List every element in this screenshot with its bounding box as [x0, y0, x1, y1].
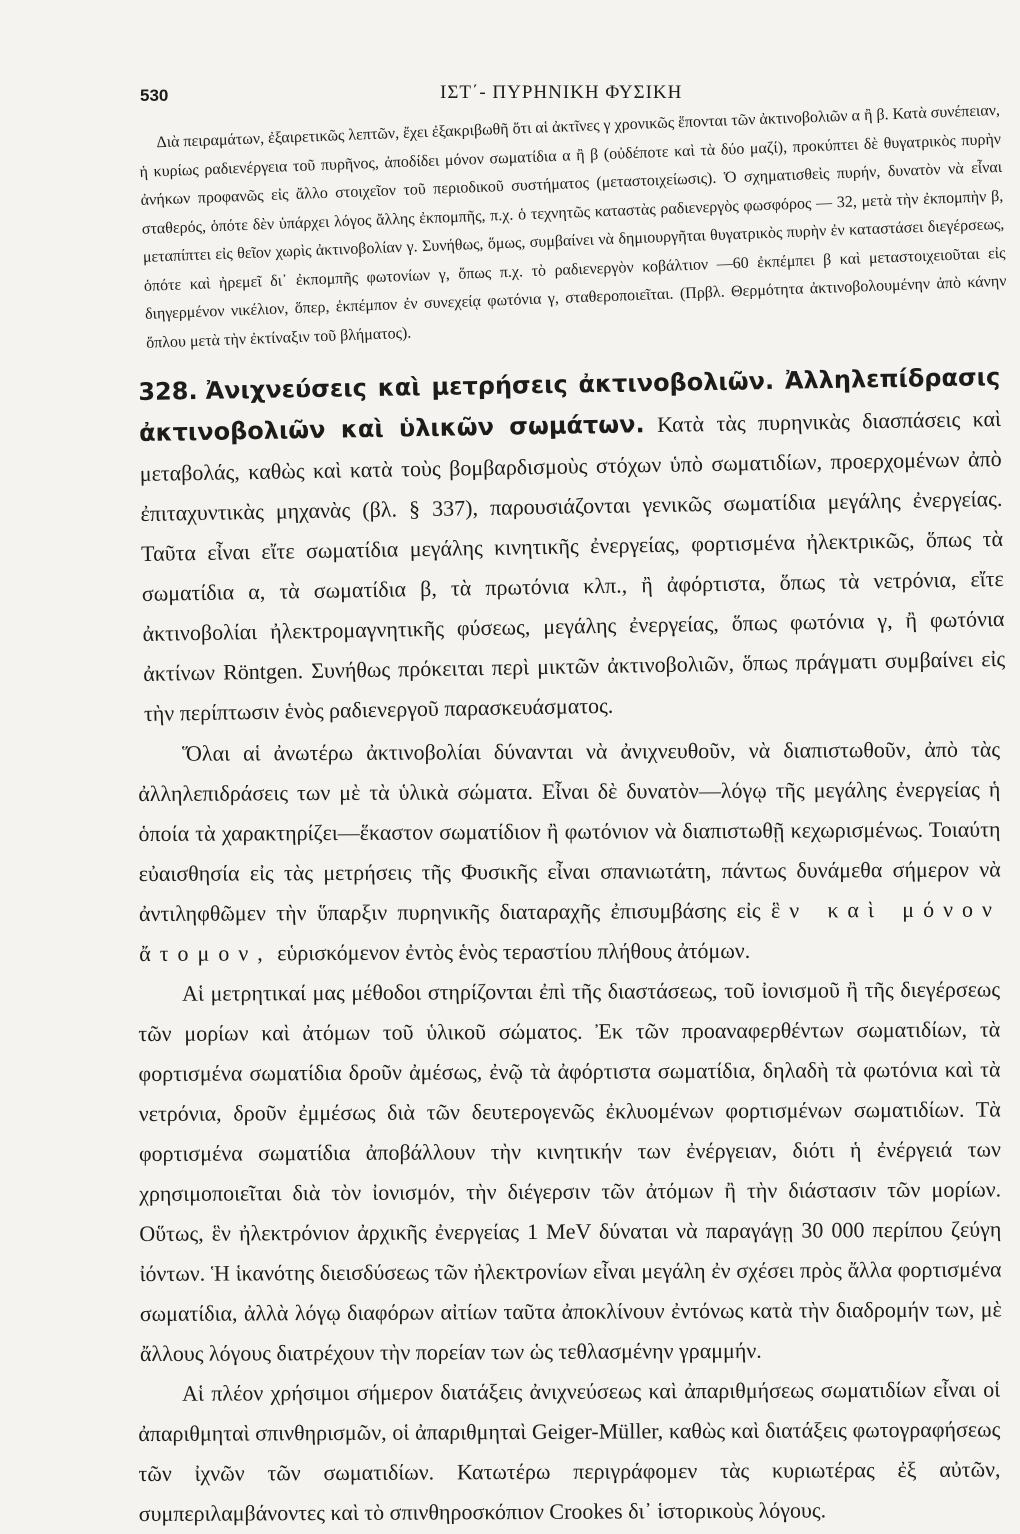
section-body: Κατὰ τὰς πυρηνικὰς διασπάσεις καὶ μεταβολάς, καθὼς καὶ κατὰ τοὺς βομβαρδισμοὺς στόχων ὑπὸ σωματιδίων, προερχομένων ἀπὸ ἐπιταχυντικὰς μηχανὰς (βλ. § 337), παρουσιάζονται γενικῶς σωματίδια μεγάλης ἐνεργείας. Ταῦτα εἶναι εἴτε σωματίδια μεγάλης κινητικῆς ἐνεργείας, φορτισμένα ἠλεκτρικῶς, ὅπως τὰ σωματίδια α, τὰ σωματίδια β, τὰ πρωτόνια κλπ., ἢ ἀφόρτιστα, ὅπως τὰ νετρόνια, εἴτε ἀκτινοβολίαι ἠλεκτρομαγνητικῆς φύσεως, μεγάλης ἐνεργείας, ὅπως φωτόνια γ, ἢ φωτόνια ἀκτίνων Röntgen. Συνήθως πρόκειται περὶ μικτῶν ἀκτινοβολιῶν, ὅπως πράγματι συμβαίνει εἰς τὴν περίπτωσιν ἑνὸς ραδιενεργοῦ παρασκευάσματος.	[139, 405, 1006, 726]
paragraph-methods: Αἱ μετρητικαί μας μέθοδοι στηρίζονται ἐπὶ τῆς διαστάσεως, τοῦ ἰονισμοῦ ἢ τῆς διεγέρσεως τῶν μορίων καὶ ἀτόμων τοῦ ὑλικοῦ σώματος. Ἐκ τῶν προαναφερθέντων σωματιδίων, τὰ φορτισμένα σωματίδια δροῦν ἀμέσως, ἐνῷ τὰ ἀφόρτιστα σωματίδια, δηλαδὴ τὰ φωτόνια καὶ τὰ νετρόνια, δροῦν ἐμμέσως διὰ τῶν δευτερογενῶς ἐκλυομένων φορτισμένων σωματιδίων. Τὰ φορτισμένα σωματίδια ἀποβάλλουν τὴν κινητικήν των ἐνέργειαν, διότι ἡ ἐνέργειά των χρησιμοποιεῖται διὰ τὸν ἰονισμόν, τὴν διέγερσιν τῶν ἀτόμων ἢ τὴν διάστασιν τῶν μορίων. Οὕτως, ἓν ἠλεκτρόνιον ἀρχικῆς ἐνεργείας 1 MeV δύναται νὰ παραγάγῃ 30 000 περίπου ζεύγη ἰόντων. Ἡ ἱκανότης διεισδύσεως τῶν ἠλεκτρονίων εἶναι μεγάλη ἐν σχέσει πρὸς ἄλλα φορτισμένα σωματίδια, ἀλλὰ λόγῳ διαφόρων αἰτίων ταῦτα ἀποκλίνουν ἐντόνως κατὰ τὴν διαδρομήν των, μὲ ἄλλους λόγους διατρέχουν τὴν πορείαν των ὡς τεθλασμένην γραμμήν.	[138, 976, 1002, 1366]
paragraph-interactions-end: εὑρισκόμενον ἐντὸς ἑνὸς τεραστίου πλήθους ἀτόμων.	[277, 937, 751, 966]
intro-paragraph: Διὰ πειραμάτων, ἐξαιρετικῶς λεπτῶν, ἔχει ἐξακριβωθῆ ὅτι αἱ ἀκτῖνες γ χρονικῶς ἕπονται τῶν ἀκτινοβολιῶν α ἢ β. Κατὰ συνέπειαν, ἡ κυρίως ραδιενέργεια τοῦ πυρῆνος, ἀποδίδει μόνον σωματίδια α ἢ β (οὐδέποτε καὶ τὰ δύο μαζί), προκύπτει δὲ θυγατρικὸς πυρὴν ἀνήκων προφανῶς εἰς ἄλλο στοιχεῖον τοῦ περιοδικοῦ συστήματος (μεταστοιχείωσις). Ὁ σχηματισθεὶς πυρήν, δυνατὸν νὰ εἶναι σταθερός, ὁπότε δὲν ὑπάρχει λόγος ἄλλης ἐκπομπῆς, π.χ. ὁ τεχνητῶς καταστὰς ραδιενεργὸς φωσφόρος — 32, μετὰ τὴν ἐκπομπὴν β, μεταπίπτει εἰς θεῖον χωρὶς ἀκτινοβολίαν γ. Συνήθως, ὅμως, συμβαίνει νὰ δημιουργῆται θυγατρικὸς πυρὴν ἐν καταστάσει διεγέρσεως, ὁπότε καὶ ἠρεμεῖ δι᾽ ἐκπομπῆς φωτονίων γ, ὅπως π.χ. τὸ ραδιενεργὸν κοβάλτιον —60 ἐκπέμπει β καὶ μεταστοιχειοῦται εἰς διηγερμένον νικέλιον, ὅπερ, ἐκπέμπον ἐν συνεχείᾳ φωτόνια γ, σταθεροποιεῖται. (Πρβλ. Θερμότητα ἀκτινοβολουμένην ἀπὸ κάνην ὅπλου μετὰ τὴν ἐκτίναξιν τοῦ βλήματος).	[139, 101, 1007, 352]
paragraph-detectors: Αἱ πλέον χρήσιμοι σήμερον διατάξεις ἀνιχνεύσεως καὶ ἀπαριθμήσεως σωματιδίων εἶναι οἱ ἀπαριθμηταὶ σπινθηρισμῶν, οἱ ἀπαριθμηταὶ Geiger-Müller, καθὼς καὶ διατάξεις φωτογραφήσεως τῶν ἰχνῶν τῶν σωματιδίων. Κατωτέρω περιγράφομεν τὰς κυριωτέρας ἐξ αὐτῶν, συμπεριλαμβάνοντες καὶ τὸ σπινθηροσκόπιον Crookes δι᾽ ἱστορικοὺς λόγους.	[138, 1376, 1001, 1526]
section-number: 328.	[138, 376, 198, 406]
page-number: 530	[140, 86, 169, 105]
paragraph-interactions	[138, 729, 1001, 974]
section-title: Ἀνιχνεύσεις καὶ μετρήσεις ἀκτινοβολιῶν. Ἀλληλεπίδρασις ἀκτινοβολιῶν καὶ ὑλικῶν σωμάτων.	[138, 362, 1001, 447]
section-328	[138, 357, 1006, 734]
running-title: ΙΣΤ΄- ΠΥΡΗΝΙΚΗ ΦΥΣΙΚΗ	[440, 82, 683, 103]
paragraph-interactions-text: Ὅλαι αἱ ἀνωτέρω ἀκτινοβολίαι δύνανται νὰ ἀνιχνευθοῦν, νὰ διαπιστωθοῦν, ἀπὸ τὰς ἀλληλεπιδράσεις των μὲ τὰ ὑλικὰ σώματα. Εἶναι δὲ δυνατὸν—λόγῳ τῆς μεγάλης ἐνεργείας ἡ ὁποία τὰ χαρακτηρίζει—ἕκαστον σωματίδιον ἢ φωτόνιον νὰ διαπιστωθῇ κεχωρισμένως. Τοιαύτη εὐαισθησία εἰς τὰς μετρήσεις τῆς Φυσικῆς εἶναι σπανιωτάτη, πάντως δυνάμεθα σήμερον νὰ ἀντιληφθῶμεν τὴν ὕπαρξιν πυρηνικῆς διαταραχῆς ἐπισυμβάσης εἰς	[138, 736, 1001, 926]
emphasized-phrase: ἓν καὶ μόνον ἄτομον,	[139, 896, 1001, 966]
page-content	[138, 101, 1007, 1534]
